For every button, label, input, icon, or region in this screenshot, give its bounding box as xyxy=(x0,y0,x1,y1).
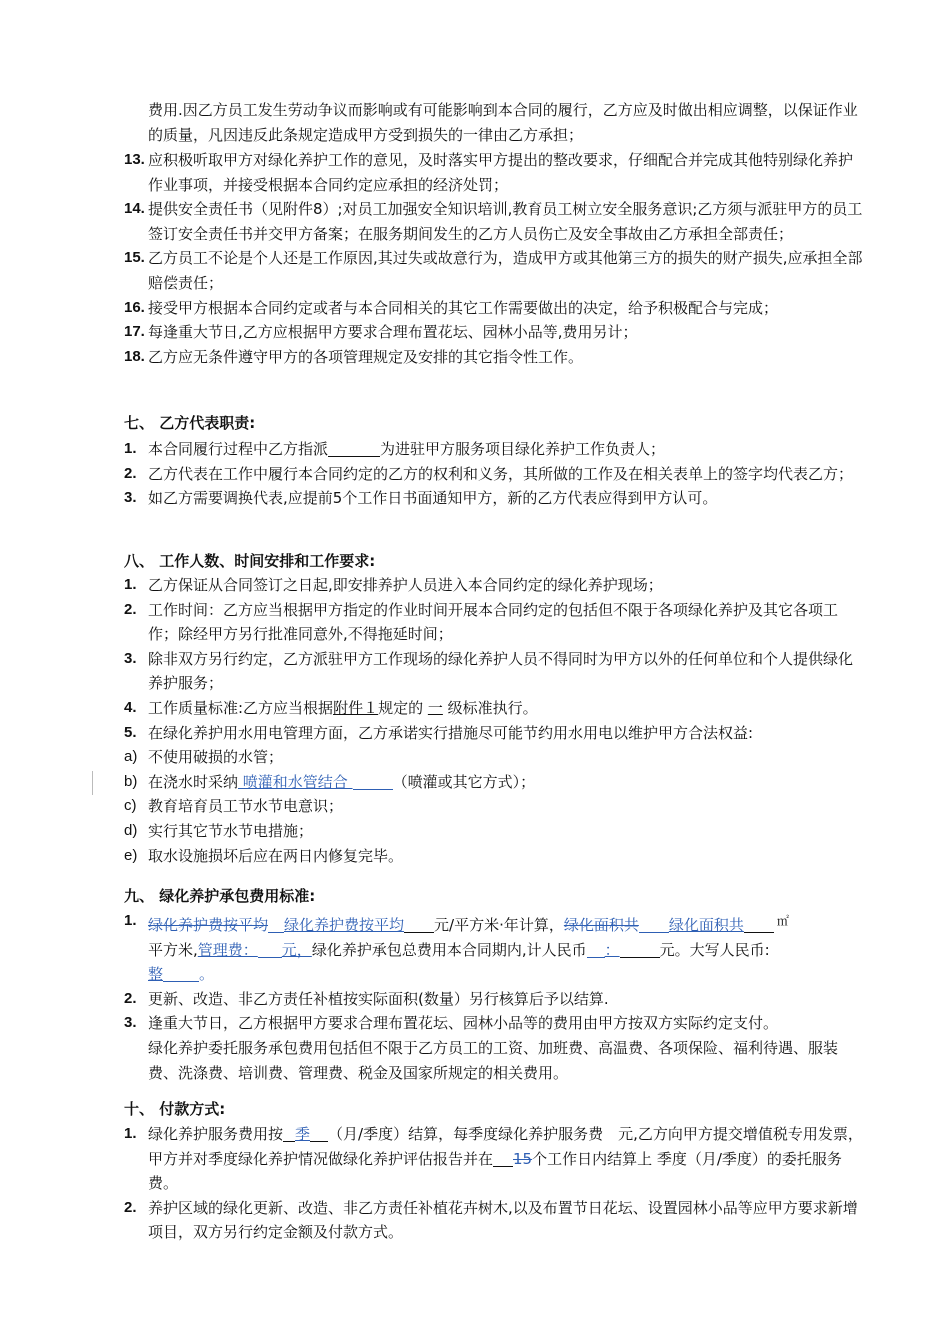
deleted-text: 绿化面积共 xyxy=(563,916,639,934)
item-text: 在浇水时采纳 xyxy=(148,772,239,791)
item-text: 应积极听取甲方对绿化养护工作的意见，及时落实甲方提出的整改要求，仔细配合并完成其他特别绿化养护作业事项，并接受根据本合同约定应承担的经济处罚； xyxy=(148,151,854,194)
item-number: c) xyxy=(124,797,137,815)
item-number: 16. xyxy=(124,298,145,316)
item-number: d) xyxy=(124,821,138,839)
amount-in-words-blank[interactable] xyxy=(163,965,199,982)
item-number: b) xyxy=(124,772,138,790)
item-text: 级标准执行。 xyxy=(442,698,538,717)
representative-blank[interactable] xyxy=(328,440,380,457)
deleted-text: 15 xyxy=(513,1149,533,1168)
section9-list xyxy=(124,909,864,1085)
item-text: 本合同履行过程中乙方指派 xyxy=(148,440,329,458)
item-number: 1. xyxy=(124,1125,137,1142)
list-item xyxy=(124,486,864,511)
inserted-text: 绿化养护费按平均 xyxy=(284,916,405,934)
item-number: 2. xyxy=(124,600,137,618)
section6-list xyxy=(124,148,864,369)
item-number: 3. xyxy=(124,1014,137,1032)
list-item xyxy=(124,1011,864,1036)
item-number: 3. xyxy=(124,489,137,507)
item-number: 1. xyxy=(124,440,137,457)
item-number: 3. xyxy=(124,649,137,667)
item-text: 养护区域的绿化更新、改造、非乙方责任补植花卉树木,以及布置节日花坛、设置园林小品等应甲方要求新增项目，双方另行约定金额及付款方式。 xyxy=(148,1198,858,1242)
appendix-link[interactable]: 附件１ xyxy=(333,698,379,717)
item-text: 规定的 xyxy=(378,698,428,717)
item-text: 工作时间：乙方应当根据甲方指定的作业时间开展本合同约定的包括但不限于各项绿化养护及其它各项工作；除经甲方另行批准同意外,不得拖延时间； xyxy=(148,600,839,644)
item-text: 更新、改造、非乙方责任补植按实际面积(数量）另行核算后予以结算. xyxy=(148,989,609,1008)
item-text: 接受甲方根据本合同约定或者与本合同相关的其它工作需要做出的决定，给予积极配合与完成； xyxy=(148,298,779,317)
section8-title: 八、 工作人数、时间安排和工作要求: xyxy=(124,552,376,570)
item-number: 5. xyxy=(124,723,137,741)
fill-blank xyxy=(587,941,605,958)
list-item xyxy=(124,721,864,746)
section8-list xyxy=(124,573,864,868)
continuation-paragraph: 费用.因乙方员工发生劳动争议而影响或有可能影响到本合同的履行，乙方应及时做出相应调整，以保证作业的质量，凡因违反此条规定造成甲方受到损失的一律由乙方承担； xyxy=(148,101,858,144)
item-text: 乙方保证从合同签订之日起,即安排养护人员进入本合同约定的绿化养护现场； xyxy=(148,576,663,594)
list-item xyxy=(124,1122,864,1196)
list-item xyxy=(124,647,864,696)
list-item xyxy=(124,794,864,819)
item-number: 1. xyxy=(124,576,137,593)
item-number: 2. xyxy=(124,464,137,482)
item-text: 平方米, xyxy=(148,940,198,959)
standard-grade-field[interactable]: 一 xyxy=(427,698,443,717)
fill-blank xyxy=(639,916,669,933)
watering-method-field[interactable]: 喷灌和水管结合 xyxy=(238,772,353,791)
list-item xyxy=(124,745,864,770)
item-text: 工作质量标准:乙方应当根据 xyxy=(148,698,334,717)
list-item xyxy=(124,819,864,844)
item-text: 每逢重大节日,乙方应根据甲方要求合理布置花坛、园林小品等,费用另计； xyxy=(148,323,638,342)
item-text: 提供安全责任书（见附件8）;对员工加强安全知识培训,教育员工树立安全服务意识;乙方须与派驻甲方的员工签订安全责任书并交甲方备案；在服务期间发生的乙方人员伤亡及安全事故由乙方承担全部责任； xyxy=(148,200,863,243)
fill-blank xyxy=(268,916,284,933)
item-number: 13. xyxy=(124,151,145,168)
item-text: 绿化养护服务费用按 xyxy=(148,1125,284,1143)
item-text: 元。大写人民币: xyxy=(659,940,770,959)
item-text: 乙方员工不论是个人还是工作原因,其过失或故意行为，造成甲方或其他第三方的损失的财产损失,应承担全部赔偿责任； xyxy=(148,249,863,292)
list-item xyxy=(124,1196,864,1245)
item-number: 2. xyxy=(124,1198,137,1216)
list-item xyxy=(124,345,864,370)
item-number: 14. xyxy=(124,200,145,218)
item-number: 1. xyxy=(124,912,137,929)
item-text: 乙方代表在工作中履行本合同约定的乙方的权利和义务，其所做的工作及在相关表单上的签字均代表乙方； xyxy=(148,464,854,483)
list-item xyxy=(124,987,864,1012)
item-text: 逢重大节日，乙方根据甲方要求合理布置花坛、园林小品等的费用由甲方按双方实际约定支付。 xyxy=(148,1014,779,1033)
item-number: 17. xyxy=(124,323,145,341)
list-item xyxy=(124,197,864,246)
item-text: 乙方应无条件遵守甲方的各项管理规定及安排的其它指令性工作。 xyxy=(148,347,584,366)
list-item xyxy=(124,1036,864,1085)
item-number: e) xyxy=(124,846,138,864)
item-number: 4. xyxy=(124,698,137,716)
item-number: 2. xyxy=(124,989,137,1007)
section7-title: 七、 乙方代表职责: xyxy=(124,414,256,432)
list-item xyxy=(124,462,864,487)
inserted-text: ： xyxy=(604,940,620,959)
unit-price-blank[interactable] xyxy=(404,916,434,933)
total-amount-blank[interactable] xyxy=(620,941,660,958)
item-text: 教育培育员工节水节电意识； xyxy=(148,797,344,816)
days-blank[interactable] xyxy=(493,1150,513,1167)
item-text: 绿化养护承包总费用本合同期内,计人民币 xyxy=(311,940,587,959)
item-text: （月/季度）结算，每季度绿化养护服务费 元,乙方向甲方提交增值税专用发票，甲方并对季度绿化养护情况做绿化养护评估报告并在 xyxy=(148,1125,863,1168)
list-item xyxy=(124,770,864,795)
inserted-text: 整 xyxy=(148,965,164,984)
item-text: 实行其它节水节电措施； xyxy=(148,821,314,840)
list-item xyxy=(124,148,864,197)
area-blank[interactable] xyxy=(744,916,774,933)
list-item xyxy=(124,320,864,345)
item-text: 在绿化养护用水用电管理方面，乙方承诺实行措施尽可能节约用水用电以维护甲方合法权益: xyxy=(148,723,754,742)
management-fee-blank[interactable] xyxy=(258,941,282,958)
item-text: （喷灌或其它方式）； xyxy=(392,772,536,791)
fill-blank xyxy=(310,1125,328,1142)
list-item xyxy=(124,573,864,598)
item-text: 取水设施损坏后应在两日内修复完毕。 xyxy=(148,846,404,865)
item-text: 不使用破损的水管； xyxy=(148,748,284,767)
inserted-text: 。 xyxy=(199,965,215,984)
list-item xyxy=(124,844,864,869)
section9-title: 九、 绿化养护承包费用标准: xyxy=(124,887,316,905)
watering-method-blank xyxy=(353,773,393,790)
area-unit: ㎡ xyxy=(776,914,789,928)
list-item xyxy=(124,246,864,295)
item-number: 18. xyxy=(124,347,145,365)
deleted-text: 绿化养护费按平均 xyxy=(148,916,269,934)
management-fee-unit: 元， xyxy=(281,940,312,959)
item-number: a) xyxy=(124,748,138,766)
section7-list xyxy=(124,437,864,511)
list-item xyxy=(124,598,864,647)
item-text: 元/平方米·年计算， xyxy=(434,916,564,934)
section10-title: 十、 付款方式: xyxy=(124,1100,226,1118)
list-item xyxy=(124,296,864,321)
list-item xyxy=(124,909,864,987)
inserted-text: 绿化面积共 xyxy=(668,916,744,934)
list-item xyxy=(124,696,864,721)
item-text: 如乙方需要调换代表,应提前5个工作日书面通知甲方，新的乙方代表应得到甲方认可。 xyxy=(148,489,718,508)
item-text: 为进驻甲方服务项目绿化养护工作负责人； xyxy=(380,440,666,458)
item-text: 个工作日内结算上 季度（月/季度）的委托服务费。 xyxy=(148,1149,842,1193)
section10-list xyxy=(124,1122,864,1245)
management-fee-label: 管理费： xyxy=(197,940,258,959)
item-number: 15. xyxy=(124,249,145,267)
list-item xyxy=(124,437,864,462)
item-text: 除非双方另行约定，乙方派驻甲方工作现场的绿化养护人员不得同时为甲方以外的任何单位和个人提供绿化养护服务； xyxy=(148,649,854,693)
revision-marker xyxy=(92,771,93,795)
settlement-period-field[interactable]: 季 xyxy=(295,1125,311,1143)
item-text: 绿化养护委托服务承包费用包括但不限于乙方员工的工资、加班费、高温费、各项保险、福利待遇、服装费、洗涤费、培训费、管理费、税金及国家所规定的相关费用。 xyxy=(148,1038,839,1082)
fill-blank xyxy=(283,1125,295,1142)
